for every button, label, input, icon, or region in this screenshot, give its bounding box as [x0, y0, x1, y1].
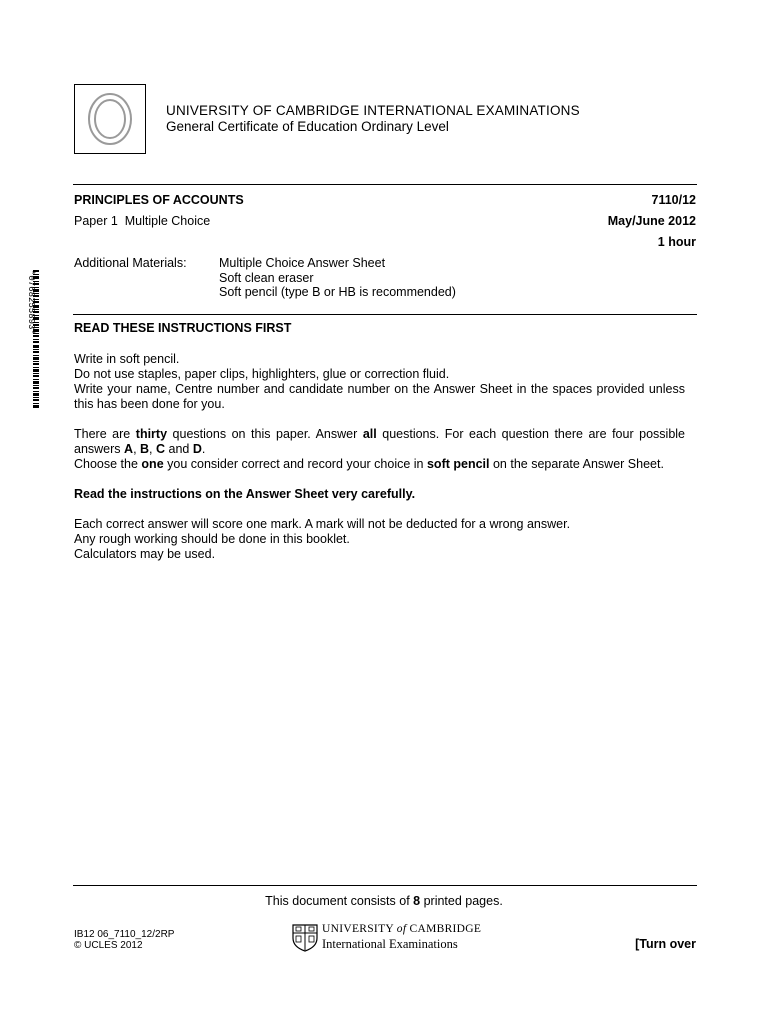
certificate-name: General Certificate of Education Ordinary Level	[166, 119, 449, 134]
instruction-text: and	[165, 442, 193, 456]
university-crest-icon	[290, 922, 320, 952]
instruction-text: There are	[74, 427, 136, 441]
materials-item: Multiple Choice Answer Sheet	[219, 256, 386, 270]
instruction-bold: A	[124, 442, 134, 456]
copyright-notice: © UCLES 2012	[74, 940, 143, 951]
instruction-bold: one	[141, 457, 164, 471]
divider-footer	[73, 885, 697, 886]
instruction-line: Calculators may be used.	[74, 547, 216, 561]
barcode-digits: *0768255893*	[26, 270, 36, 335]
paper-code: 7110/12	[651, 193, 696, 207]
instruction-text: .	[201, 442, 206, 456]
materials-label: Additional Materials:	[74, 256, 187, 270]
divider-instructions	[73, 314, 697, 315]
instruction-line: Do not use staples, paper clips, highlighters, glue or correction fluid.	[74, 367, 450, 381]
turn-over-note: [Turn over	[635, 937, 696, 951]
instructions-paragraph-4	[74, 517, 685, 562]
instruction-text: ,	[133, 442, 141, 456]
instruction-bold: all	[362, 427, 377, 441]
instruction-line: Write in soft pencil.	[74, 352, 180, 366]
instruction-line: Any rough working should be done in this booklet.	[74, 532, 350, 546]
materials-item: Soft pencil (type B or HB is recommended)	[219, 285, 456, 299]
instruction-text: questions on this paper. Answer	[167, 427, 363, 441]
materials-item: Soft clean eraser	[219, 270, 314, 285]
instruction-text: questions. For each question there are four possible answers	[74, 427, 685, 456]
ucles-name-part: CAMBRIDGE	[409, 923, 482, 935]
page-count-number: 8	[413, 894, 421, 908]
ucles-logo-subname: International Examinations	[322, 937, 458, 951]
instruction-text: ,	[149, 442, 156, 456]
paper-title: Paper 1 Multiple Choice	[74, 214, 211, 228]
materials-list	[219, 256, 456, 300]
instruction-text: on the separate Answer Sheet.	[489, 457, 664, 471]
subject-title: PRINCIPLES OF ACCOUNTS	[74, 193, 244, 207]
instruction-bold: B	[140, 442, 150, 456]
instructions-body	[74, 352, 685, 577]
ucles-name-part: UNIVERSITY	[322, 923, 394, 935]
document-reference: IB12 06_7110_12/2RP	[74, 929, 175, 940]
instructions-heading: READ THESE INSTRUCTIONS FIRST	[74, 321, 292, 335]
page-count-text: This document consists of	[265, 894, 414, 908]
instructions-paragraph-2	[74, 427, 685, 472]
page-count-note	[0, 894, 768, 909]
instruction-text: you consider correct and record your choice in	[163, 457, 427, 471]
instruction-bold: D	[192, 442, 202, 456]
instruction-line: Write your name, Centre number and candidate number on the Answer Sheet in the spaces provided unless this has been done for you.	[74, 382, 685, 411]
instruction-line: Each correct answer will score one mark. A mark will not be deducted for a wrong answer.	[74, 517, 571, 531]
ucles-name-part: of	[396, 923, 407, 935]
ucles-logo-name	[322, 923, 481, 936]
instruction-bold: C	[156, 442, 166, 456]
level-logo	[74, 84, 146, 154]
page-count-text: printed pages.	[420, 894, 503, 908]
instructions-paragraph-3: Read the instructions on the Answer Sheet very carefully.	[74, 487, 416, 501]
instruction-text: Choose the	[74, 457, 142, 471]
instructions-paragraph-1	[74, 352, 685, 412]
divider-top	[73, 184, 697, 185]
exam-session: May/June 2012	[607, 214, 696, 228]
exam-board-name: UNIVERSITY OF CAMBRIDGE INTERNATIONAL EXAMINATIONS	[166, 103, 580, 118]
instruction-bold: thirty	[135, 427, 168, 441]
exam-duration: 1 hour	[657, 235, 696, 249]
level-o-icon	[75, 85, 145, 153]
instruction-bold: soft pencil	[426, 457, 490, 471]
